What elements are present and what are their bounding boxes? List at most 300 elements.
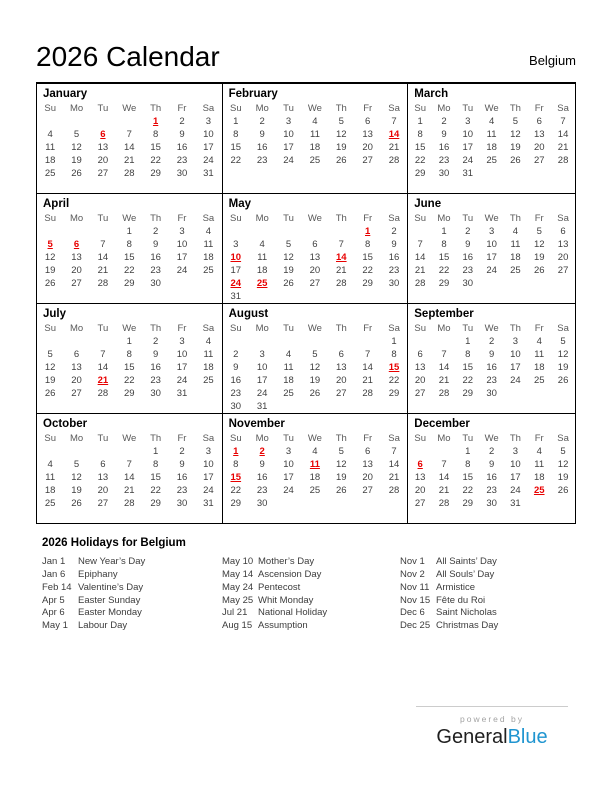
date-cell: 14 [557,129,569,141]
date-cell: 5 [512,116,519,128]
date-cell: 22 [123,375,135,387]
weekday-label: Th [150,433,162,445]
empty-cell [275,335,301,348]
holiday-date-label: Nov 1 [400,556,425,568]
date-cell: 11 [45,472,56,484]
empty-cell [302,290,328,303]
month-name: June [414,198,442,211]
date-cell: 31 [256,401,268,413]
date-cell: 8 [126,349,132,361]
date-cell: 29 [150,498,161,510]
empty-cell [480,400,504,413]
date-cell: 17 [203,472,214,484]
empty-cell [63,400,89,413]
holiday-date-label: May 10 [222,556,254,568]
empty-cell [63,445,89,458]
date-cell: 4 [488,116,495,128]
date-cell: 9 [488,349,495,361]
weekday-label: Th [509,213,521,225]
date-cell: 27 [362,155,373,167]
empty-cell [249,167,275,180]
month-may [222,194,408,304]
date-cell: 28 [438,498,450,510]
holiday-row [42,595,222,608]
weekday-label: Mo [255,213,269,225]
date-cell: 8 [441,239,447,251]
empty-cell [249,335,275,348]
date-cell: 2 [152,336,159,348]
date-cell: 3 [285,446,292,458]
weekday-label: Sa [557,103,569,115]
date-cell: 22 [230,485,242,497]
date-cell: 7 [441,349,447,361]
date-cell: 20 [71,265,82,277]
date-cell: 20 [414,485,426,497]
weekday-label: Tu [97,433,109,445]
date-cell: 22 [150,485,161,497]
date-cell: 16 [486,472,497,484]
date-cell: 30 [462,278,474,290]
weekday-label: Sa [557,323,569,335]
date-cell: 13 [414,362,426,374]
date-cell: 15 [462,362,474,374]
date-cell: 30 [176,168,188,180]
weekday-label: Th [509,323,521,335]
empty-cell [381,400,407,413]
date-cell: 4 [205,226,212,238]
empty-cell [90,115,116,128]
date-cell: 28 [97,278,109,290]
date-cell: 1 [465,336,471,348]
date-cell: 24 [176,265,188,277]
date-cell: 12 [44,362,56,374]
date-cell: 1 [417,116,423,128]
date-cell: 10 [510,349,521,361]
month-november [222,414,408,524]
weekday-label: We [307,323,322,335]
holiday-name-label: Pentecost [258,581,301,593]
date-cell: 9 [179,129,185,141]
month-name: October [43,418,88,431]
empty-cell [142,180,168,193]
date-cell: 12 [71,142,82,154]
date-cell: 26 [336,155,347,167]
date-cell: 8 [152,129,159,141]
date-cell: 5 [285,239,292,251]
empty-cell [551,400,575,413]
empty-cell [432,400,456,413]
date-cell: 8 [126,239,132,251]
month-june [408,194,576,304]
month-december [408,414,576,524]
empty-cell [408,180,432,193]
date-cell: 15 [123,252,135,264]
weekday-label: We [484,213,499,225]
holiday-row [400,607,498,620]
empty-cell [223,180,249,193]
date-cell: 14 [97,362,109,374]
date-cell: 23 [388,265,400,277]
date-cell: 19 [44,265,56,277]
holiday-date: 1 [233,446,239,458]
date-cell: 7 [100,349,106,361]
date-cell: 1 [391,336,397,348]
date-cell: 3 [285,116,292,128]
weekday-label: Fr [177,213,187,225]
date-cell: 17 [176,252,188,264]
date-cell: 31 [462,168,474,180]
date-cell: 5 [312,349,318,361]
weekday-label: Sa [202,213,215,225]
month-day-grid [223,102,408,193]
date-cell: 3 [259,349,265,361]
date-cell: 7 [560,116,566,128]
empty-cell [275,180,301,193]
empty-cell [90,445,116,458]
holiday-name-label: Mother’s Day [258,556,315,568]
date-cell: 28 [414,278,426,290]
empty-cell [302,180,328,193]
month-august [222,304,408,414]
empty-cell [169,180,195,193]
holiday-date: 25 [533,485,545,497]
holiday-date-label: Apr 6 [42,607,65,619]
holiday-date-label: May 25 [222,594,254,606]
date-cell: 31 [203,498,214,510]
month-day-grid [408,212,575,303]
date-cell: 31 [203,168,214,180]
month-day-grid [408,432,575,523]
date-cell: 28 [362,388,373,400]
date-cell: 6 [365,116,371,128]
weekday-label: Sa [202,323,215,335]
date-cell: 24 [176,375,188,387]
date-cell: 10 [510,459,521,471]
month-september [408,304,576,414]
empty-cell [328,167,354,180]
month-february [222,83,408,194]
weekday-label: Sa [202,433,215,445]
weekday-label: Mo [69,103,84,115]
date-cell: 4 [312,116,318,128]
empty-cell [63,510,89,523]
date-cell: 3 [233,239,239,251]
date-cell: 24 [510,485,521,497]
empty-cell [504,387,528,400]
date-cell: 21 [438,375,450,387]
weekday-label: Fr [534,213,544,225]
holiday-row [222,595,400,608]
empty-cell [90,225,116,238]
date-cell: 23 [486,375,497,387]
date-cell: 10 [256,362,268,374]
weekday-label: Sa [388,213,400,225]
date-cell: 3 [179,336,185,348]
date-cell: 24 [203,155,214,167]
date-cell: 25 [486,155,497,167]
weekday-label: Th [335,103,347,115]
holiday-name-label: Whit Monday [258,594,314,606]
date-cell: 16 [256,142,268,154]
weekday-label: Su [229,433,242,445]
month-march [408,83,576,194]
empty-cell [195,180,221,193]
date-cell: 3 [488,226,495,238]
date-cell: 22 [150,155,161,167]
date-cell: 17 [283,472,294,484]
date-cell: 16 [388,252,400,264]
weekday-label: Fr [363,213,373,225]
date-cell: 12 [510,129,521,141]
date-cell: 8 [465,349,471,361]
date-cell: 12 [71,472,82,484]
weekday-label: Su [229,103,242,115]
empty-cell [480,277,504,290]
empty-cell [432,180,456,193]
date-cell: 20 [362,142,373,154]
date-cell: 3 [512,446,519,458]
date-cell: 25 [533,375,545,387]
holiday-date: 21 [97,375,109,387]
date-cell: 3 [179,226,185,238]
date-cell: 16 [462,252,474,264]
date-cell: 7 [365,349,371,361]
weekday-label: Mo [437,323,451,335]
date-cell: 30 [388,278,400,290]
empty-cell [354,497,380,510]
date-cell: 30 [150,278,161,290]
empty-cell [328,290,354,303]
weekday-label: Mo [255,433,269,445]
weekday-label: Mo [69,323,84,335]
holiday-row [400,582,498,595]
holiday-date: 15 [388,362,400,374]
holiday-columns [42,556,576,632]
holiday-date: 24 [230,278,242,290]
empty-cell [456,510,480,523]
date-cell: 10 [486,239,497,251]
date-cell: 27 [557,265,569,277]
date-cell: 26 [557,375,569,387]
weekday-label: Tu [97,213,109,225]
date-cell: 20 [97,485,109,497]
weekday-label: We [122,213,137,225]
empty-cell [527,400,551,413]
date-cell: 7 [441,459,447,471]
empty-cell [551,277,575,290]
holiday-date-label: Dec 6 [400,607,425,619]
empty-cell [328,225,354,238]
date-cell: 29 [462,498,474,510]
date-cell: 10 [283,459,294,471]
month-name: April [43,198,70,211]
date-cell: 15 [230,142,242,154]
date-cell: 22 [438,265,450,277]
month-day-grid [37,322,222,413]
date-cell: 2 [488,446,495,458]
holiday-date: 6 [73,239,80,251]
holiday-row [42,582,222,595]
date-cell: 29 [150,168,161,180]
date-cell: 26 [71,168,82,180]
date-cell: 16 [230,375,242,387]
holiday-date: 11 [309,459,320,471]
weekday-label: We [307,433,322,445]
month-name: December [414,418,470,431]
date-cell: 26 [510,155,521,167]
date-cell: 30 [150,388,161,400]
empty-cell [90,335,116,348]
empty-cell [63,180,89,193]
empty-cell [116,290,142,303]
empty-cell [504,400,528,413]
empty-cell [37,510,63,523]
date-cell: 25 [309,155,321,167]
holiday-name-label: Easter Sunday [78,594,141,606]
weekday-label: Tu [462,213,474,225]
empty-cell [328,510,354,523]
date-cell: 23 [230,388,242,400]
holiday-name-label: Armistice [436,581,476,593]
empty-cell [302,167,328,180]
date-cell: 14 [362,362,373,374]
weekday-label: Tu [462,323,474,335]
date-cell: 4 [285,349,292,361]
weekday-label: We [307,213,322,225]
date-cell: 22 [388,375,400,387]
date-cell: 28 [388,155,400,167]
empty-cell [354,400,380,413]
date-cell: 15 [123,362,135,374]
weekday-label: We [484,433,499,445]
empty-cell [223,167,249,180]
empty-cell [408,225,432,238]
date-cell: 14 [97,252,109,264]
date-cell: 26 [283,278,294,290]
weekday-label: We [122,103,137,115]
date-cell: 23 [176,485,188,497]
holiday-date: 6 [417,459,423,471]
date-cell: 27 [533,155,545,167]
empty-cell [551,290,575,303]
date-cell: 13 [533,129,545,141]
date-cell: 22 [123,265,135,277]
date-cell: 18 [203,362,214,374]
date-cell: 11 [203,349,214,361]
country-label: Belgium [529,53,576,69]
month-name: May [228,198,251,211]
empty-cell [302,497,328,510]
month-october [37,414,223,524]
date-cell: 17 [486,252,497,264]
empty-cell [381,167,407,180]
date-cell: 23 [176,155,188,167]
date-cell: 25 [283,388,294,400]
date-cell: 4 [259,239,265,251]
date-cell: 20 [71,375,82,387]
date-cell: 5 [560,336,566,348]
holiday-column [400,556,498,632]
date-cell: 9 [179,459,185,471]
empty-cell [116,115,142,128]
date-cell: 31 [510,498,521,510]
date-cell: 28 [123,168,135,180]
brand-general-text: General [436,726,508,748]
date-cell: 30 [486,388,497,400]
empty-cell [63,290,89,303]
date-cell: 15 [362,252,373,264]
date-cell: 31 [230,291,242,303]
date-cell: 26 [44,278,56,290]
weekday-label: Fr [534,323,544,335]
weekday-label: Tu [283,323,294,335]
date-cell: 7 [126,459,132,471]
date-cell: 21 [388,472,400,484]
empty-cell [37,400,63,413]
weekday-label: Th [335,213,347,225]
date-cell: 21 [123,485,135,497]
empty-cell [116,445,142,458]
date-cell: 16 [150,362,161,374]
date-cell: 28 [123,498,135,510]
date-cell: 17 [256,375,268,387]
empty-cell [504,277,528,290]
empty-cell [480,180,504,193]
empty-cell [527,510,551,523]
month-day-grid [37,212,222,303]
empty-cell [408,445,432,458]
date-cell: 17 [510,472,521,484]
date-cell: 13 [97,142,109,154]
date-cell: 28 [97,388,109,400]
empty-cell [195,387,221,400]
weekday-label: Su [44,213,56,225]
header [36,42,576,71]
holiday-date: 2 [259,446,265,458]
date-cell: 7 [100,239,106,251]
date-cell: 6 [365,446,371,458]
empty-cell [90,510,116,523]
date-cell: 24 [462,155,474,167]
holiday-name-label: All Saints’ Day [436,556,497,568]
empty-cell [354,335,380,348]
date-cell: 29 [462,388,474,400]
date-cell: 23 [462,265,474,277]
month-day-grid [223,212,408,303]
empty-cell [480,510,504,523]
holiday-name-label: Valentine’s Day [78,581,144,593]
date-cell: 26 [309,388,321,400]
empty-cell [169,400,195,413]
holiday-name-label: Christmas Day [436,619,499,631]
date-cell: 11 [534,349,545,361]
date-cell: 29 [414,168,426,180]
holiday-date: 1 [152,116,159,128]
weekday-label: Tu [283,433,294,445]
date-cell: 14 [414,252,426,264]
empty-cell [195,277,221,290]
empty-cell [142,510,168,523]
date-cell: 9 [488,459,495,471]
date-cell: 9 [259,459,265,471]
empty-cell [432,445,456,458]
holiday-date-label: May 24 [222,581,254,593]
holiday-name-label: National Holiday [258,607,328,619]
date-cell: 3 [205,116,212,128]
empty-cell [408,290,432,303]
date-cell: 21 [123,155,135,167]
empty-cell [63,115,89,128]
